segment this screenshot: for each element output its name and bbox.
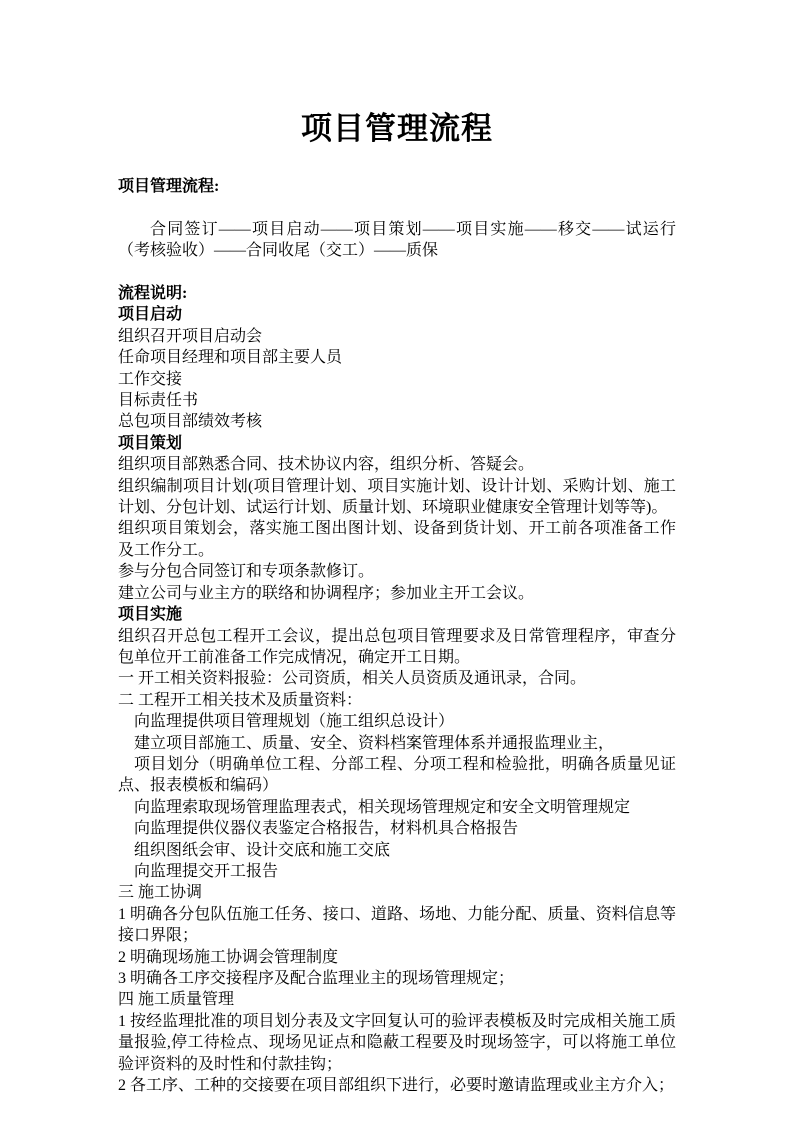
sub-item: 向监理提供项目管理规划（施工组织总设计） <box>134 713 455 731</box>
heading-project-initiation: 项目启动 <box>118 306 183 324</box>
paragraph: 组织召开总包工程开工会议，提出总包项目管理要求及日常管理程序，审查分包单位开工前准备工作完成情况，确定开工日期。 <box>118 627 676 666</box>
list-item-2: 二 工程开工相关技术及质量资料： <box>118 691 363 709</box>
paragraph: 总包项目部绩效考核 <box>118 413 263 431</box>
numbered-item: 1 明确各分包队伍施工任务、接口、道路、场地、力能分配、质量、资料信息等接口界限； <box>118 905 676 945</box>
list-item-4: 四 施工质量管理 <box>118 991 235 1009</box>
paragraph: 组织项目部熟悉合同、技术协议内容，组织分析、答疑会。 <box>118 456 535 474</box>
list-item-1: 一 开工相关资料报验：公司资质，相关人员资质及通讯录，合同。 <box>118 670 587 688</box>
numbered-item: 3 明确各工序交接程序及配合监理业主的现场管理规定； <box>118 970 515 987</box>
heading-process-flow: 项目管理流程: <box>118 178 220 195</box>
sub-item: 向监理提供仪器仪表鉴定合格报告，材料机具合格报告 <box>134 820 519 838</box>
document-title: 项目管理流程 <box>301 111 493 146</box>
heading-flow-description: 流程说明: <box>118 285 188 302</box>
sub-item: 建立项目部施工、质量、安全、资料档案管理体系并通报监理业主， <box>134 734 615 752</box>
numbered-item: 1 按经监理批准的项目划分表及文字回复认可的验评表模板及时完成相关施工质量报验,停工待检点、现场见证点和隐蔽工程要及时现场签字，可以将施工单位验评资料的及时性和付款挂钩； <box>118 1012 676 1073</box>
sub-item: 组织图纸会审、设计交底和施工交底 <box>134 841 391 859</box>
paragraph: 工作交接 <box>118 370 183 388</box>
process-flow-line: 合同签订——项目启动——项目策划——项目实施——移交——试运行（考核验收）——合同收尾（交工）——质保 <box>118 220 676 260</box>
heading-project-implementation: 项目实施 <box>118 606 183 624</box>
sub-item: 项目划分（明确单位工程、分部工程、分项工程和检验批，明确各质量见证点、报表模板和编码） <box>118 755 676 795</box>
list-item-3: 三 施工协调 <box>118 884 203 902</box>
numbered-item: 2 各工序、工种的交接要在项目部组织下进行，必要时邀请监理或业主方介入； <box>118 1077 675 1095</box>
paragraph: 建立公司与业主方的联络和协调程序；参加业主开工会议。 <box>118 584 535 602</box>
numbered-item: 2 明确现场施工协调会管理制度 <box>118 948 339 966</box>
paragraph: 组织编制项目计划(项目管理计划、项目实施计划、设计计划、采购计划、施工计划、分包计划、试运行计划、质量计划、环境职业健康安全管理计划等等)。 <box>118 477 676 517</box>
paragraph: 任命项目经理和项目部主要人员 <box>118 349 343 367</box>
paragraph: 组织召开项目启动会 <box>118 327 263 345</box>
sub-item: 向监理索取现场管理监理表式，相关现场管理规定和安全文明管理规定 <box>134 798 631 816</box>
paragraph: 组织项目策划会，落实施工图出图计划、设备到货计划、开工前各项准备工作及工作分工。 <box>118 520 676 559</box>
paragraph: 参与分包合同签订和专项条款修订。 <box>118 563 375 581</box>
paragraph: 目标责任书 <box>118 392 199 410</box>
heading-project-planning: 项目策划 <box>118 434 183 452</box>
sub-item: 向监理提交开工报告 <box>134 862 279 880</box>
